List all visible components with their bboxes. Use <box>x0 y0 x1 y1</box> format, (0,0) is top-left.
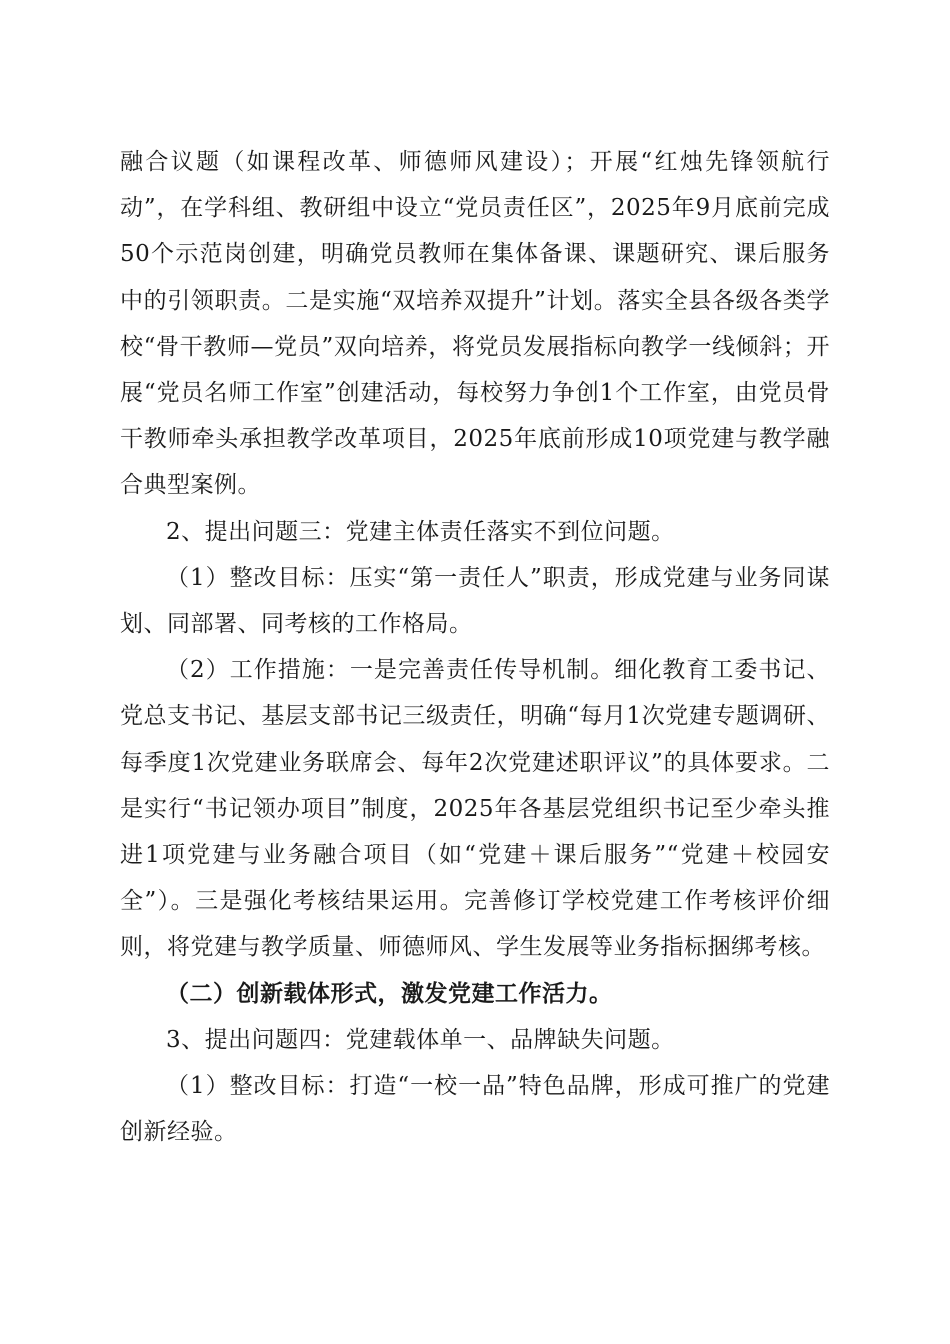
paragraph-rectification-goal-2: （1）整改目标：打造“一校一品”特色品牌，形成可推广的党建创新经验。 <box>120 1073 830 1146</box>
paragraph-work-measures: （2）工作措施：一是完善责任传导机制。细化教育工委书记、党总支书记、基层支部书记三级责任，明确“每月1次党建专题调研、每季度1次党建业务联席会、每年2次党建述职评议”的具体要求。二是实行“书记领办项目”制度，2025年各基层党组织书记至少牵头推进1项党建与业务融合项目（如“党建＋课后服务”“党建＋校园安全”）。三是强化考核结果运用。完善修订学校党建工作考核评价细则，将党建与教学质量、师德师风、学生发展等业务指标捆绑考核。 <box>120 657 830 961</box>
paragraph-problem-four-heading: 3、提出问题四：党建载体单一、品牌缺失问题。 <box>166 1026 675 1053</box>
paragraph-dual-cultivation: 融合议题（如课程改革、师德师风建设）；开展“红烛先锋领航行动”，在学科组、教研组中设立“党员责任区”，2025年9月底前完成50个示范岗创建，明确党员教师在集体备课、课题研究、课后服务中的引领职责。二是实施“双培养双提升”计划。落实全县各级各类学校“骨干教师—党员”双向培养，将党员发展指标向教学一线倾斜；开展“党员名师工作室”创建活动，每校努力争创1个工作室，由党员骨干教师牵头承担教学改革项目，2025年底前形成10项党建与教学融合典型案例。 <box>120 149 830 499</box>
paragraph-rectification-goal-1: （1）整改目标：压实“第一责任人”职责，形成党建与业务同谋划、同部署、同考核的工作格局。 <box>120 564 830 638</box>
section-heading-innovation: （二）创新载体形式，激发党建工作活力。 <box>166 979 613 1007</box>
document-body <box>120 139 830 1155</box>
paragraph-problem-three-heading: 2、提出问题三：党建主体责任落实不到位问题。 <box>166 518 675 545</box>
